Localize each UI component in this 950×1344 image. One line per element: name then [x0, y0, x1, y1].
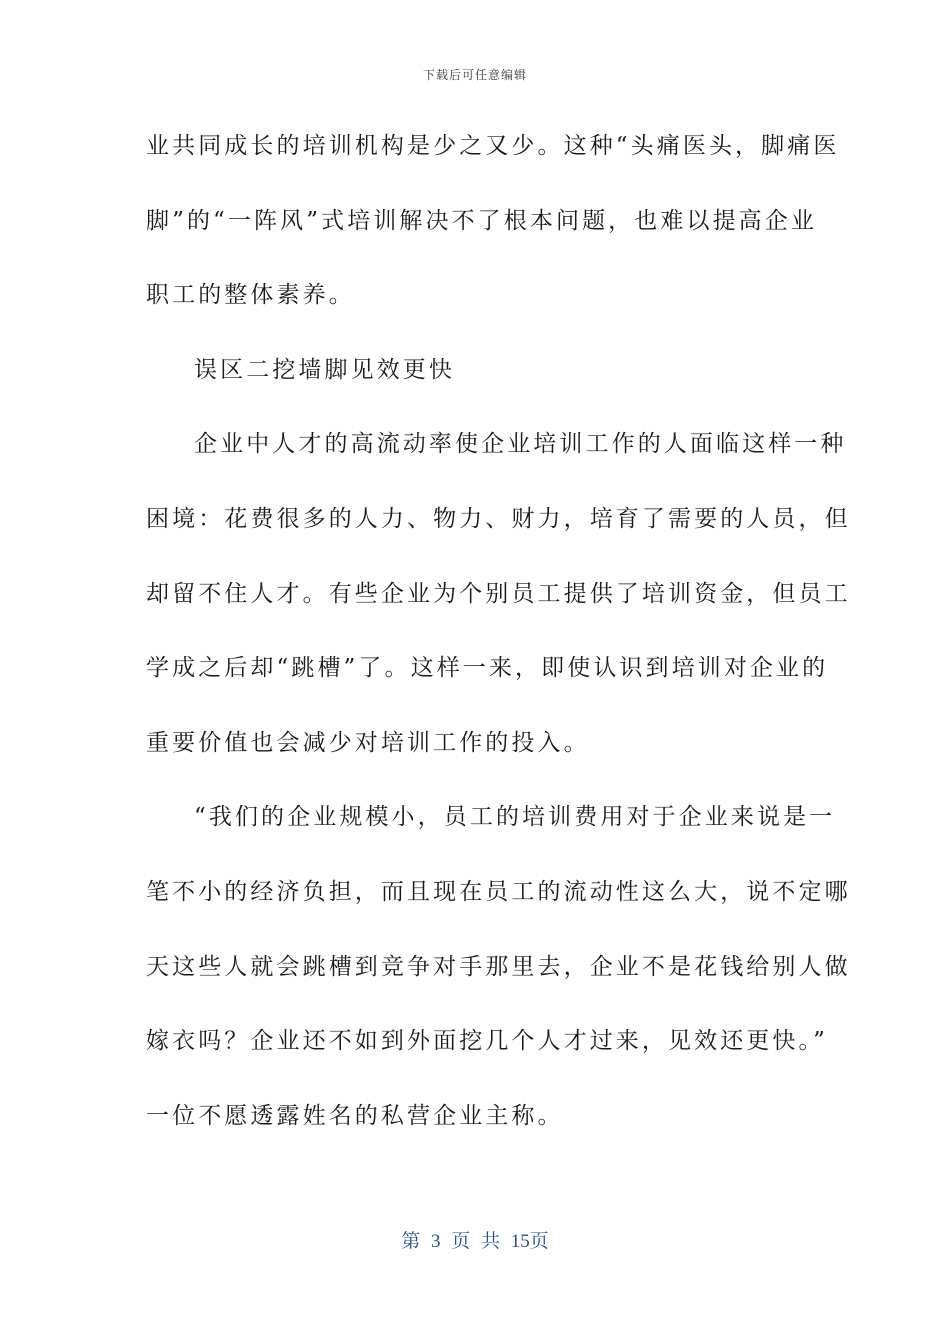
document-body	[146, 124, 851, 1168]
text-line: 困境：花费很多的人力、物力、财力，培育了需要的人员，但	[146, 505, 851, 532]
text-line: “我们的企业规模小，员工的培训费用对于企业来说是一	[194, 804, 836, 831]
text-line: 业共同成长的培训机构是少之又少。这种“头痛医头，脚痛医	[146, 133, 840, 159]
text-line: 误区二挖墙脚见效更快	[194, 356, 455, 383]
text-line: 嫁衣吗？企业还不如到外面挖几个人才过来，见效还更快。”	[146, 1028, 828, 1055]
text-line: 笔不小的经济负担，而且现在员工的流动性这么大，说不定哪	[146, 878, 851, 905]
page-header: 下载后可任意编辑	[422, 68, 527, 82]
text-line: 职工的整体素养。	[146, 282, 355, 309]
text-line: 重要价值也会减少对培训工作的投入。	[146, 729, 590, 756]
page-footer: 第 3 页 共 15页	[401, 1231, 549, 1252]
text-line: 企业中人才的高流动率使企业培训工作的人面临这样一种	[194, 431, 847, 458]
text-line: 脚”的“一阵风”式培训解决不了根本问题，也难以提高企业	[146, 207, 817, 234]
text-line: 天这些人就会跳槽到竞争对手那里去，企业不是花钱给别人做	[146, 953, 851, 980]
text-line: 一位不愿透露姓名的私营企业主称。	[146, 1102, 564, 1129]
text-line: 却留不住人才。有些企业为个别员工提供了培训资金，但员工	[146, 580, 851, 607]
text-line: 学成之后却“跳槽”了。这样一来，即使认识到培训对企业的	[146, 655, 829, 682]
